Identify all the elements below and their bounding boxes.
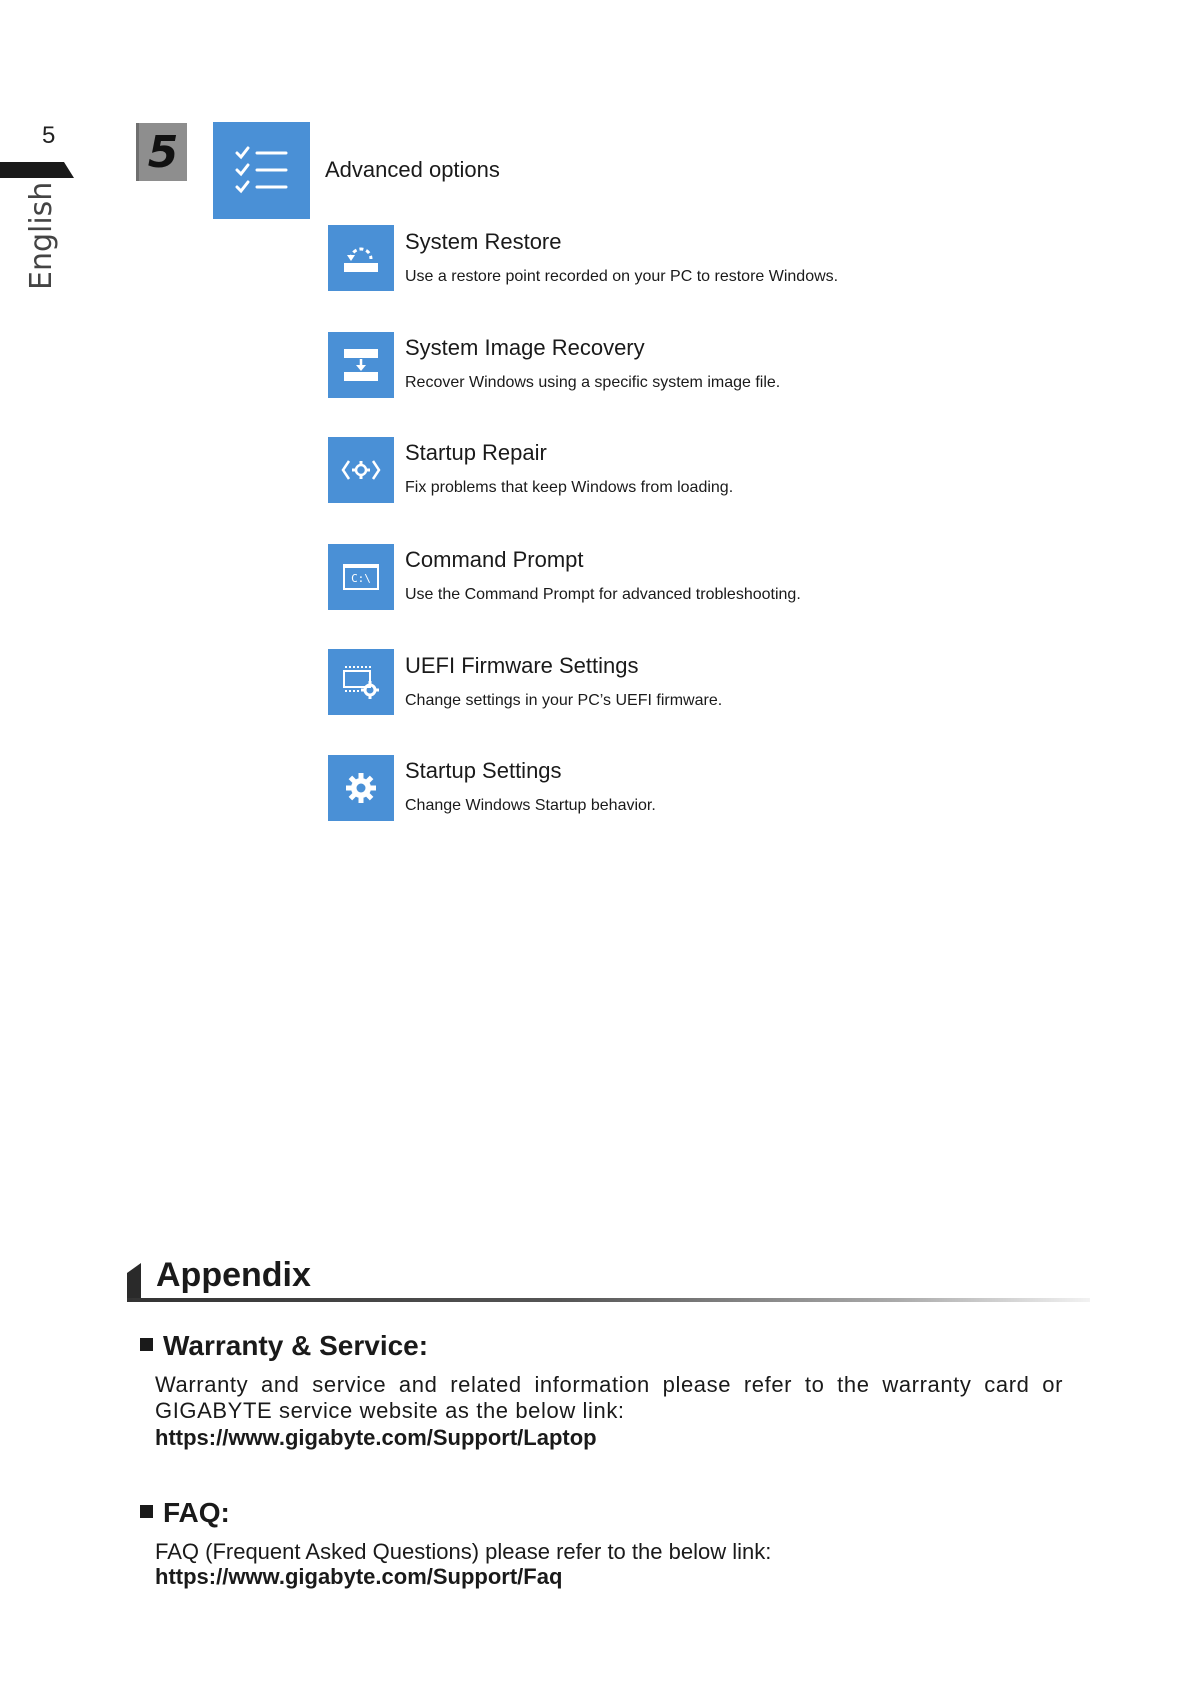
system-restore-icon <box>341 241 381 275</box>
uefi-firmware-settings-tile[interactable] <box>328 649 394 715</box>
option-desc-system-restore: Use a restore point recorded on your PC to restore Windows. <box>405 268 839 285</box>
uefi-settings-icon <box>341 664 381 700</box>
option-desc-uefi-firmware-settings: Change settings in your PC’s UEFI firmware. <box>405 692 723 709</box>
faq-heading: FAQ: <box>140 1497 230 1529</box>
appendix-divider <box>127 1298 1090 1302</box>
startup-repair-icon <box>341 458 381 482</box>
startup-settings-tile[interactable] <box>328 755 394 821</box>
system-image-recovery-icon <box>342 347 380 383</box>
advanced-options-title: Advanced options <box>325 157 500 182</box>
option-title-system-restore[interactable]: System Restore <box>405 229 562 254</box>
option-title-startup-repair[interactable]: Startup Repair <box>405 440 547 465</box>
option-desc-system-image-recovery: Recover Windows using a specific system image file. <box>405 374 781 391</box>
faq-text: FAQ (Frequent Asked Questions) please refer to the below link: <box>155 1539 772 1564</box>
warranty-text: Warranty and service and related information please refer to the warranty card or GIGABYTE service website as the below link: <box>155 1372 1063 1423</box>
bullet-square-icon <box>140 1505 153 1518</box>
startup-repair-tile[interactable] <box>328 437 394 503</box>
system-image-recovery-tile[interactable] <box>328 332 394 398</box>
appendix-title: Appendix <box>156 1256 311 1294</box>
step-number-badge: 5 <box>136 123 187 181</box>
command-prompt-icon <box>343 564 379 590</box>
option-desc-command-prompt: Use the Command Prompt for advanced trobleshooting. <box>405 586 801 603</box>
appendix-marker <box>127 1263 141 1301</box>
page-tab-marker <box>0 162 74 178</box>
option-desc-startup-repair: Fix problems that keep Windows from loading. <box>405 479 734 496</box>
option-title-uefi-firmware-settings[interactable]: UEFI Firmware Settings <box>405 653 639 678</box>
command-prompt-tile[interactable] <box>328 544 394 610</box>
option-desc-startup-settings: Change Windows Startup behavior. <box>405 797 656 814</box>
bullet-square-icon <box>140 1338 153 1351</box>
option-title-command-prompt[interactable]: Command Prompt <box>405 547 584 572</box>
checklist-icon <box>235 146 289 196</box>
warranty-heading: Warranty & Service: <box>140 1330 428 1362</box>
command-prompt-icon-text: C:\ <box>351 571 371 585</box>
gear-icon <box>344 771 378 805</box>
option-title-startup-settings[interactable]: Startup Settings <box>405 758 562 783</box>
language-label: English <box>24 181 59 290</box>
warranty-link[interactable]: https://www.gigabyte.com/Support/Laptop <box>155 1425 597 1450</box>
page-number: 5 <box>42 122 56 149</box>
faq-link[interactable]: https://www.gigabyte.com/Support/Faq <box>155 1564 563 1589</box>
advanced-options-tile[interactable] <box>213 122 310 219</box>
option-title-system-image-recovery[interactable]: System Image Recovery <box>405 335 645 360</box>
system-restore-tile[interactable] <box>328 225 394 291</box>
